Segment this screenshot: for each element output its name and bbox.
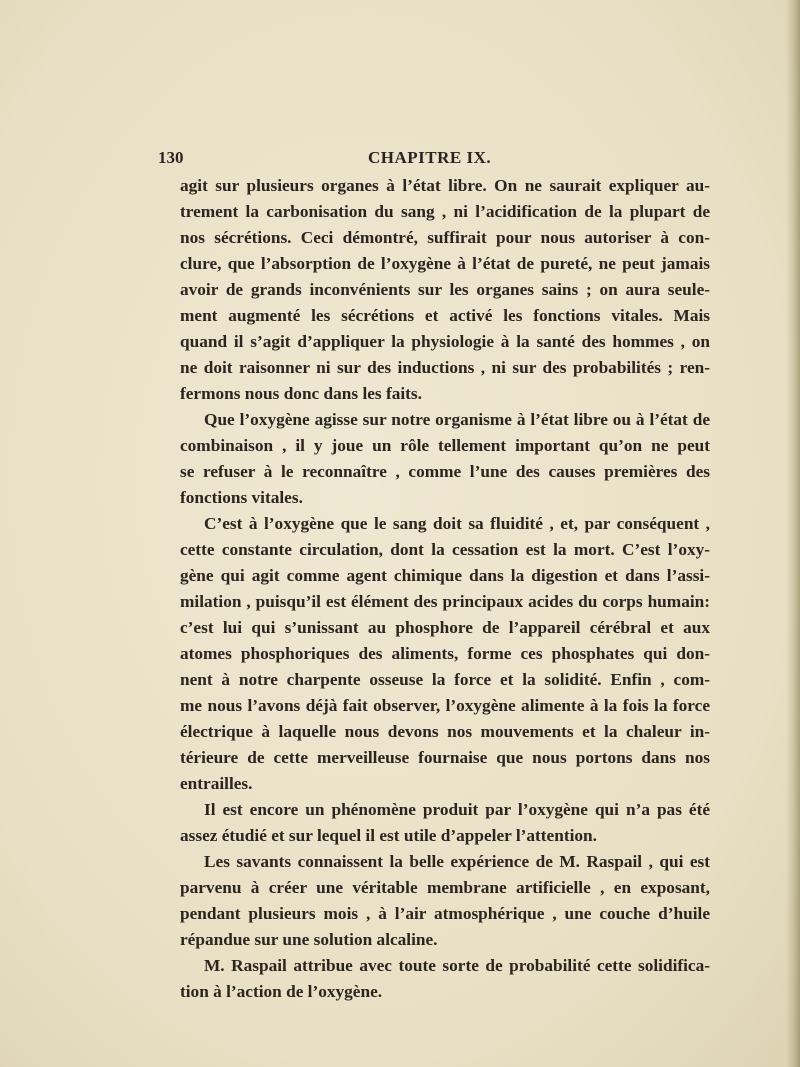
text-line: térieure de cette merveilleuse fournaise que nous portons dans nos — [180, 748, 710, 767]
text-line: tion à l’action de l’oxygène. — [180, 982, 383, 1001]
text-line: combinaison , il y joue un rôle tellement important qu’on ne peut — [180, 436, 710, 455]
text-line: c’est lui qui s’unissant au phosphore de l’appareil cérébral et aux — [180, 618, 710, 637]
paragraph-1 — [180, 173, 710, 407]
chapter-title: CHAPITRE IX. — [368, 148, 492, 167]
text-line: nos sécrétions. Ceci démontré, suffirait pour nous autoriser à con- — [180, 228, 710, 247]
text-line: entrailles. — [180, 774, 253, 793]
text-line: clure, que l’absorption de l’oxygène à l’état de pureté, ne peut jamais — [180, 254, 710, 273]
text-line: Il est encore un phénomène produit par l’oxygène qui n’a pas été — [204, 800, 710, 819]
text-line: fermons nous donc dans les faits. — [180, 384, 422, 403]
page-edge-shadow — [786, 0, 800, 1067]
text-line: fonctions vitales. — [180, 488, 303, 507]
text-line: agit sur plusieurs organes à l’état libre. On ne saurait expliquer au- — [180, 176, 710, 195]
text-line: se refuser à le reconnaître , comme l’une des causes premières des — [180, 462, 710, 481]
text-line: nent à notre charpente osseuse la force et la solidité. Enfin , com- — [180, 670, 710, 689]
text-line: avoir de grands inconvénients sur les organes sains ; on aura seule- — [180, 280, 710, 299]
text-line: électrique à laquelle nous devons nos mouvements et la chaleur in- — [180, 722, 710, 741]
text-line: Que l’oxygène agisse sur notre organisme à l’état libre ou à l’état de — [204, 410, 710, 429]
paragraph-5 — [180, 849, 710, 953]
text-line: pendant plusieurs mois , à l’air atmosphérique , une couche d’huile — [180, 904, 710, 923]
text-line: Les savants connaissent la belle expérience de M. Raspail , qui est — [204, 852, 710, 871]
text-line: trement la carbonisation du sang , ni l’acidification de la plupart de — [180, 202, 710, 221]
text-line: ment augmenté les sécrétions et activé les fonctions vitales. Mais — [180, 306, 710, 325]
text-line: C’est à l’oxygène que le sang doit sa fluidité , et, par conséquent , — [204, 514, 710, 533]
text-line: gène qui agit comme agent chimique dans la digestion et dans l’assi- — [180, 566, 710, 585]
text-line: répandue sur une solution alcaline. — [180, 930, 438, 949]
text-line: milation , puisqu’il est élément des principaux acides du corps humain: — [180, 592, 710, 611]
running-header — [158, 148, 718, 170]
body-text — [180, 173, 710, 1005]
paragraph-3 — [180, 511, 710, 797]
text-line: parvenu à créer une véritable membrane artificielle , en exposant, — [180, 878, 710, 897]
text-line: ne doit raisonner ni sur des inductions , ni sur des probabilités ; ren- — [180, 358, 710, 377]
text-line: me nous l’avons déjà fait observer, l’oxygène alimente à la fois la force — [180, 696, 710, 715]
paragraph-6 — [180, 953, 710, 1005]
paragraph-2 — [180, 407, 710, 511]
text-line: assez étudié et sur lequel il est utile d’appeler l’attention. — [180, 826, 597, 845]
page-number: 130 — [158, 148, 184, 167]
paragraph-4 — [180, 797, 710, 849]
text-line: M. Raspail attribue avec toute sorte de probabilité cette solidifica- — [204, 956, 710, 975]
text-line: quand il s’agit d’appliquer la physiologie à la santé des hommes , on — [180, 332, 710, 351]
text-line: cette constante circulation, dont la cessation est la mort. C’est l’oxy- — [180, 540, 710, 559]
text-line: atomes phosphoriques des aliments, forme ces phosphates qui don- — [180, 644, 710, 663]
